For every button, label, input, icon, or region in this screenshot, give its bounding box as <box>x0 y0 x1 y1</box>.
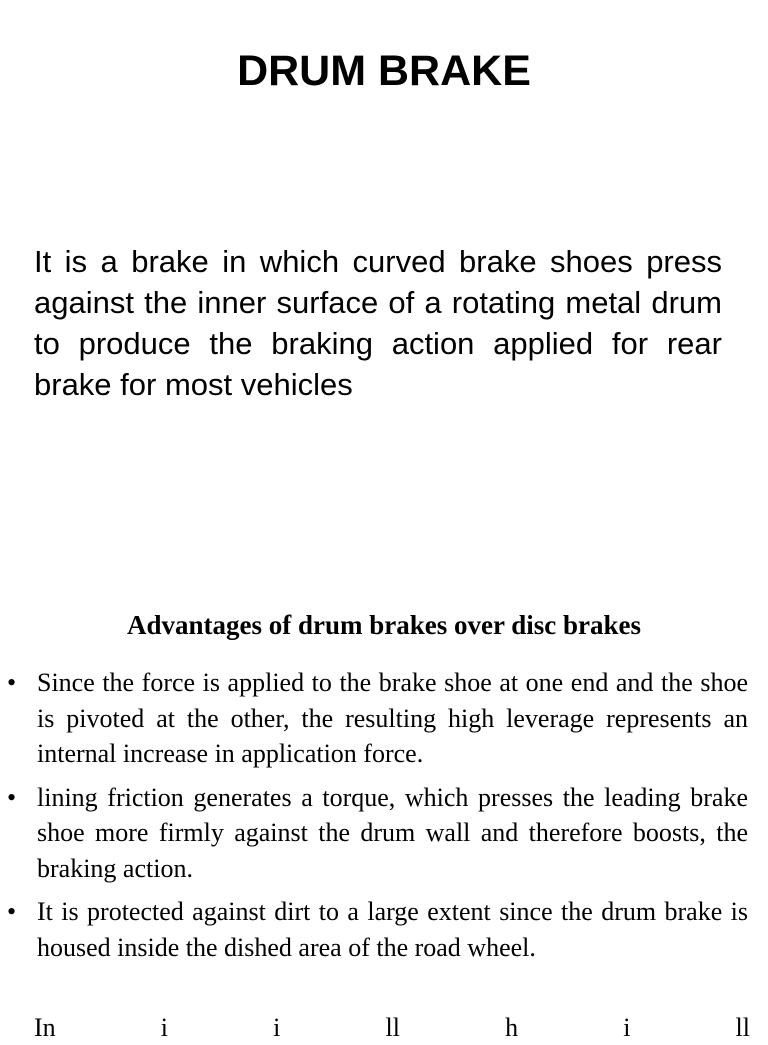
advantages-list <box>0 665 768 973</box>
definition-paragraph: It is a brake in which curved brake shoes press against the inner surface of a rotating metal drum to produce the braking action applied for rear brake for most vehicles <box>34 244 722 402</box>
list-item <box>0 665 748 772</box>
bullet-icon: • <box>7 897 17 926</box>
list-item <box>0 894 748 965</box>
advantages-heading: Advantages of drum brakes over disc brakes <box>126 610 641 640</box>
list-item-text: lining friction generates a torque, which presses the leading brake shoe more firmly against the drum wall and therefore boosts, the braking action. <box>37 782 748 883</box>
list-item-text: It is protected against dirt to a large extent since the drum brake is housed inside the dished area of the road wheel. <box>37 897 748 962</box>
page-title: DRUM BRAKE <box>237 47 531 95</box>
list-item-text: Since the force is applied to the brake shoe at one end and the shoe is pivoted at the other, the resulting high leverage represents an internal increase in application force. <box>37 668 748 768</box>
cut-off-paragraph: In i i ll h i ll <box>34 1013 750 1042</box>
bullet-icon: • <box>7 668 17 697</box>
bullet-icon: • <box>7 782 17 812</box>
list-item <box>0 780 748 887</box>
